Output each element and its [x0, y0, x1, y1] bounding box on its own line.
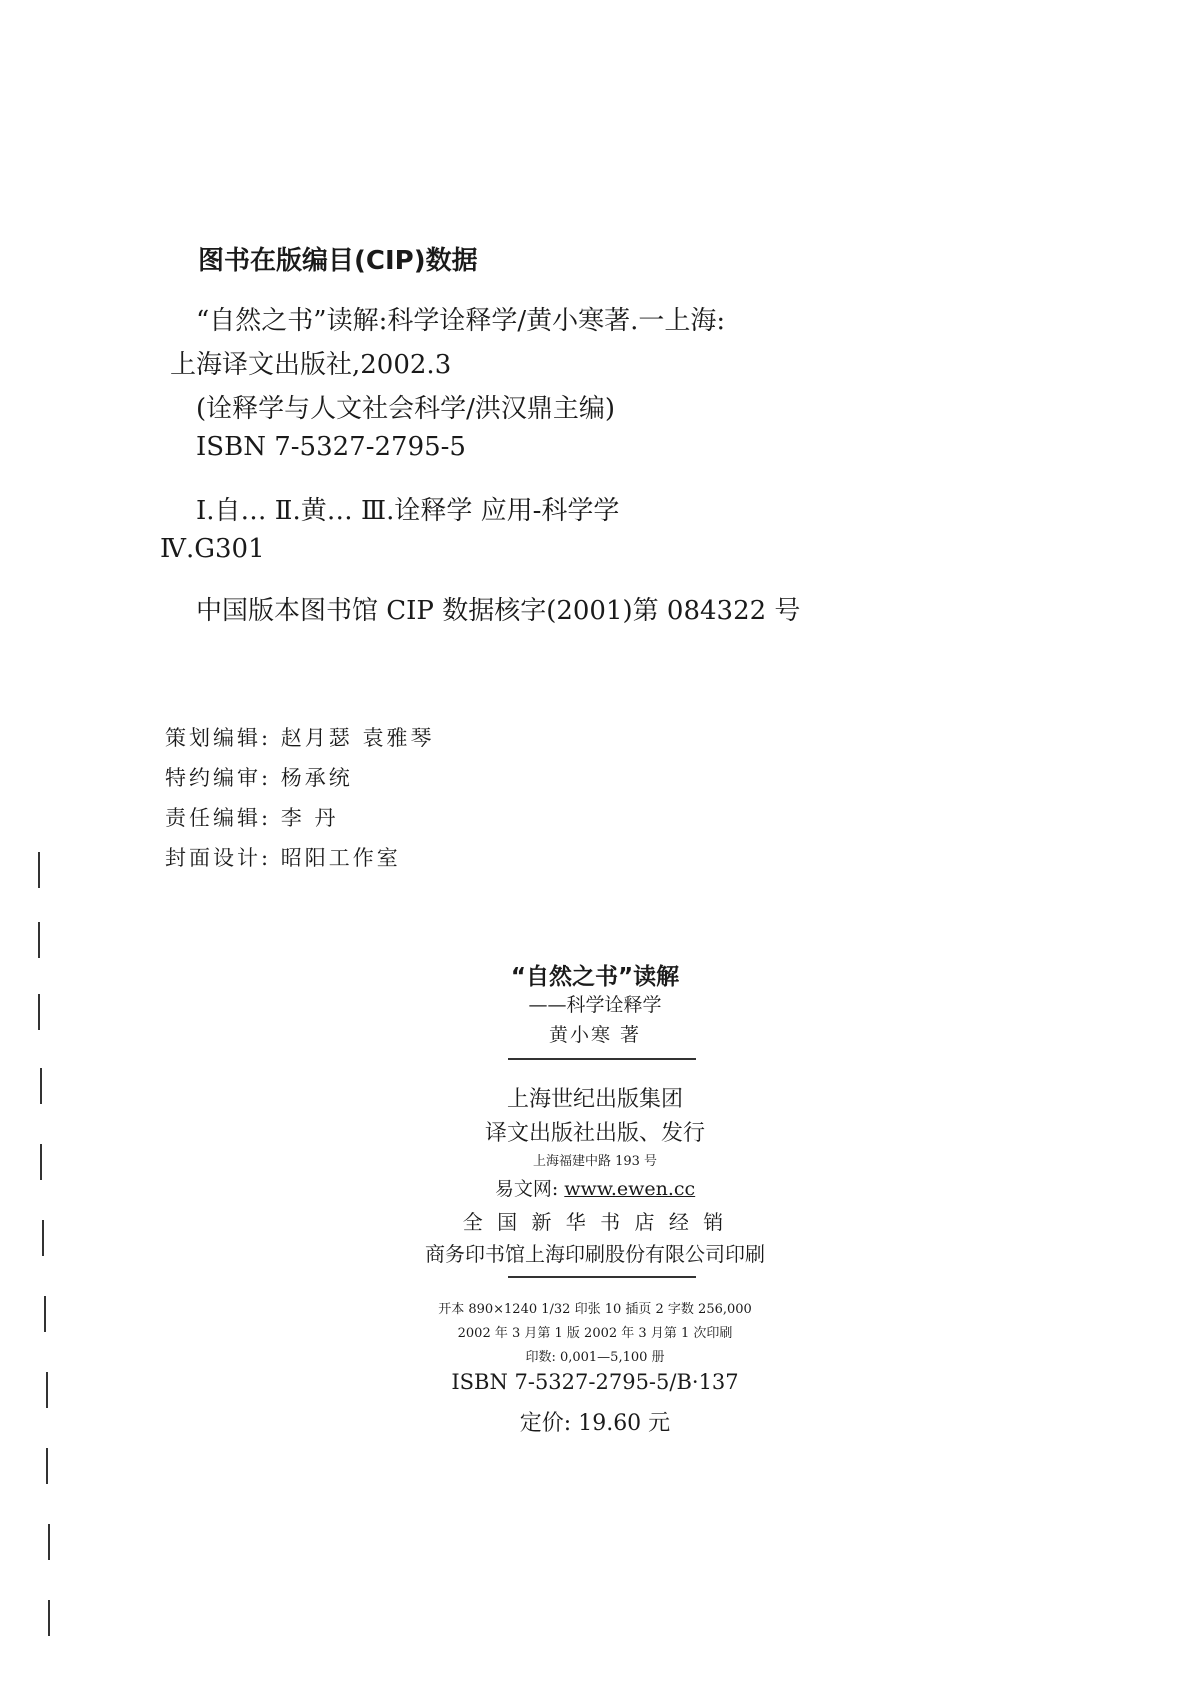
credit-name: 赵月瑟 袁雅琴 — [280, 726, 435, 750]
colophon-title: “自然之书”读解 — [510, 964, 680, 990]
specs-edition: 2002 年 3 月第 1 版 2002 年 3 月第 1 次印刷 — [457, 1326, 733, 1341]
website-line — [0, 1174, 1190, 1201]
publisher-group: 上海世纪出版集团 — [506, 1087, 683, 1112]
colophon-subtitle: ——科学诠释学 — [528, 994, 662, 1016]
credit-role: 责任编辑: — [165, 806, 272, 830]
credit-role: 特约编审: — [165, 766, 272, 790]
credit-planning-editor — [165, 722, 434, 752]
margin-mark — [48, 1600, 50, 1636]
credit-name: 杨承统 — [280, 766, 353, 790]
website-link[interactable]: www.ewen.cc — [564, 1178, 696, 1200]
colophon-isbn: ISBN 7-5327-2795-5/B·137 — [451, 1370, 739, 1394]
margin-mark — [46, 1448, 48, 1484]
credit-cover-design — [165, 842, 401, 872]
price: 定价: 19.60 元 — [519, 1411, 671, 1436]
specs-print-run: 印数: 0,001—5,100 册 — [525, 1350, 665, 1365]
cip-line-3: (诠释学与人文社会科学/洪汉鼎主编) — [196, 394, 616, 424]
margin-mark — [38, 852, 40, 888]
credit-special-reviewer — [165, 762, 353, 792]
distributor: 全 国 新 华 书 店 经 销 — [462, 1210, 728, 1234]
credit-name: 昭阳工作室 — [280, 846, 401, 870]
cip-line-7: 中国版本图书馆 CIP 数据核字(2001)第 084322 号 — [196, 596, 801, 626]
margin-mark — [48, 1524, 50, 1560]
credit-responsible-editor — [165, 802, 338, 832]
credit-name: 李 丹 — [280, 806, 339, 830]
cip-line-1: “自然之书”读解:科学诠释学/黄小寒著.一上海: — [196, 306, 726, 336]
credit-role: 策划编辑: — [165, 726, 272, 750]
margin-mark — [38, 922, 40, 958]
credit-role: 封面设计: — [165, 846, 272, 870]
website-label: 易文网: — [494, 1178, 559, 1200]
publisher: 译文出版社出版、发行 — [484, 1121, 705, 1146]
divider — [508, 1058, 696, 1060]
cip-line-5: Ⅰ.自… Ⅱ.黄… Ⅲ.诠释学 应用-科学学 — [196, 496, 620, 526]
specs-format: 开本 890×1240 1/32 印张 10 插页 2 字数 256,000 — [438, 1302, 752, 1317]
publisher-address: 上海福建中路 193 号 — [532, 1154, 658, 1169]
colophon-author: 黄小寒 著 — [548, 1024, 642, 1046]
cip-heading: 图书在版编目(CIP)数据 — [198, 246, 478, 276]
cip-line-6: Ⅳ.G301 — [160, 534, 265, 564]
printer: 商务印书馆上海印刷股份有限公司印刷 — [425, 1242, 765, 1266]
cip-line-2: 上海译文出版社,2002.3 — [170, 350, 452, 380]
cip-line-4: ISBN 7-5327-2795-5 — [196, 432, 466, 462]
divider — [508, 1276, 696, 1278]
